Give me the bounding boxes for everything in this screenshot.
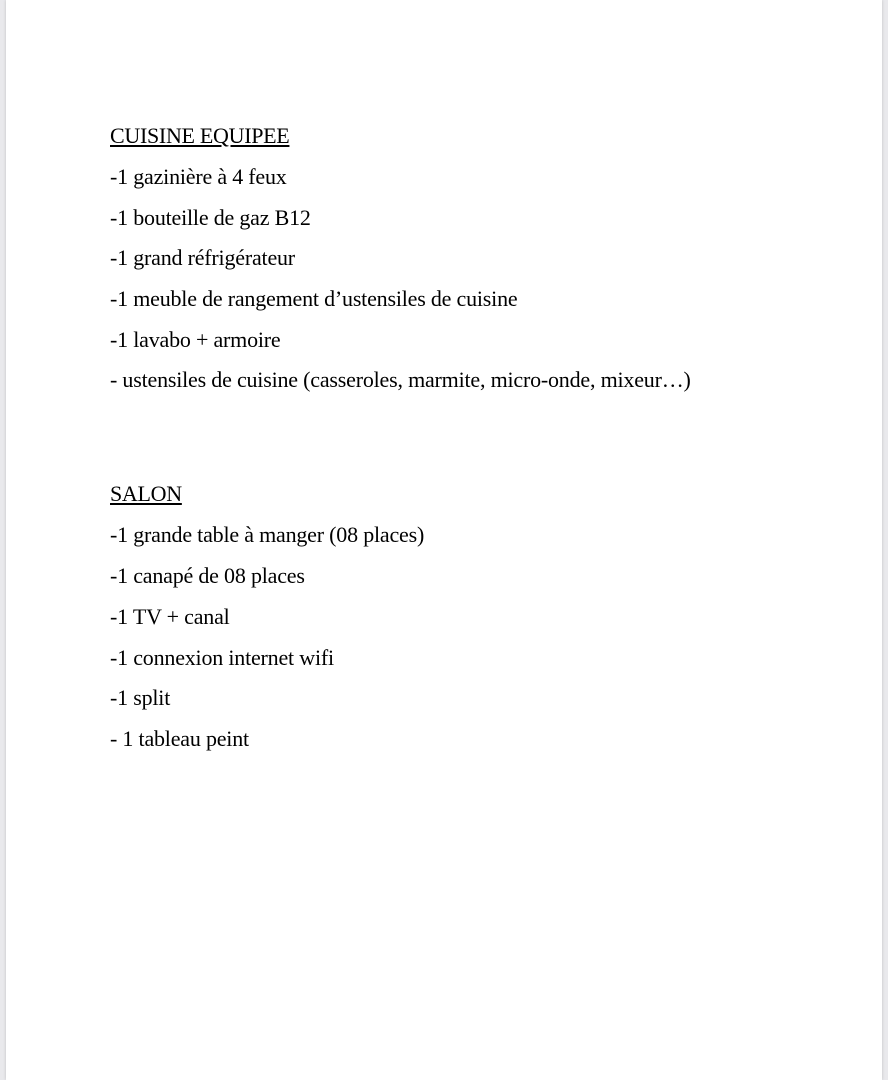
list-item: -1 connexion internet wifi <box>110 644 334 670</box>
list-item: -1 bouteille de gaz B12 <box>110 204 311 230</box>
list-item: -1 grand réfrigérateur <box>110 245 295 271</box>
list-item: - 1 tableau peint <box>110 725 249 751</box>
document-page <box>6 0 882 1080</box>
section-cuisine-equipee <box>110 120 830 396</box>
list-item: -1 meuble de rangement d’ustensiles de cuisine <box>110 286 518 312</box>
section-heading: SALON <box>110 481 182 507</box>
list-item: -1 TV + canal <box>110 603 230 629</box>
list-item: - ustensiles de cuisine (casseroles, marmite, micro-onde, mixeur…) <box>110 367 691 393</box>
section-salon <box>110 478 830 754</box>
equipment-list <box>110 519 830 754</box>
list-item: -1 lavabo + armoire <box>110 326 281 352</box>
equipment-list <box>110 161 830 396</box>
section-heading: CUISINE EQUIPEE <box>110 123 290 148</box>
list-item: -1 canapé de 08 places <box>110 563 305 589</box>
list-item: -1 split <box>110 685 171 711</box>
list-item: -1 gazinière à 4 feux <box>110 164 287 189</box>
list-item: -1 grande table à manger (08 places) <box>110 522 425 548</box>
document-content <box>110 120 830 764</box>
